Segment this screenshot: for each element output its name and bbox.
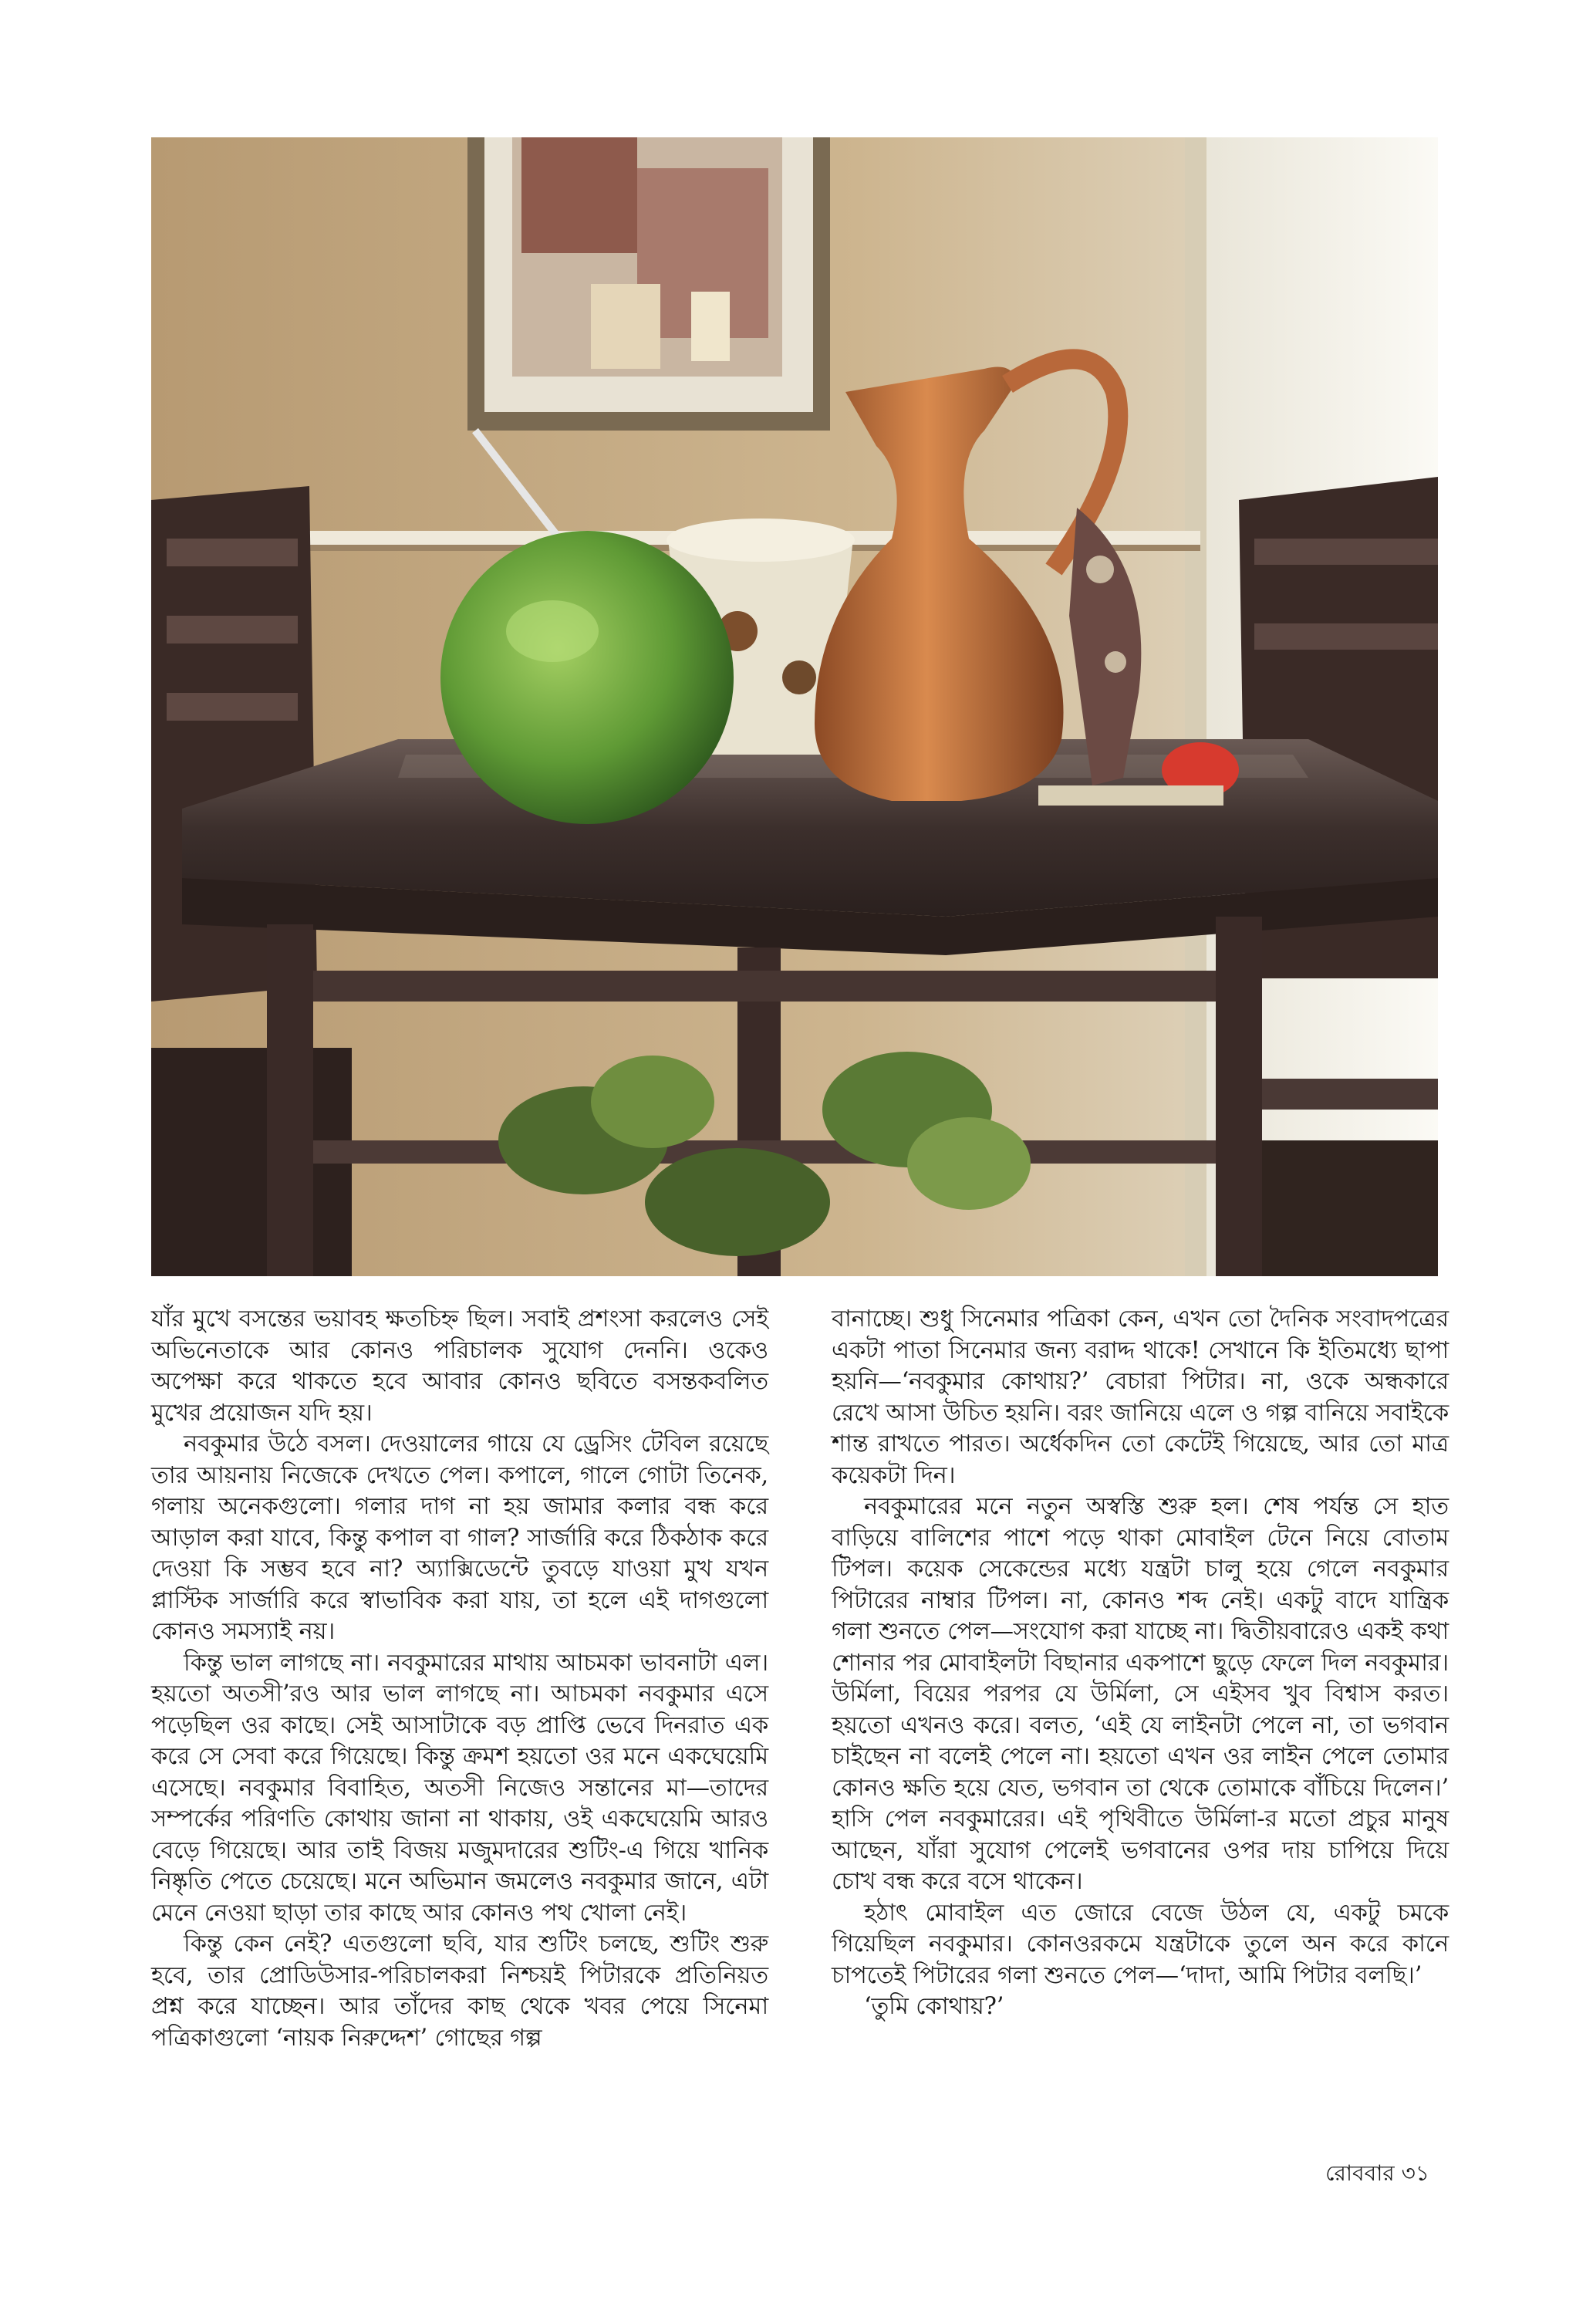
paragraph: নবকুমারের মনে নতুন অস্বস্তি শুরু হল। শেষ পর্যন্ত সে হাত বাড়িয়ে বালিশের পাশে পড়ে থাকা মোবাইল টেনে নিয়ে বোতাম টিপল। কয়েক সেকেন্ডের মধ্যে যন্ত্রটা চালু হয়ে গেলে নবকুমার পিটারের নাম্বার টিপল। না, কোনও শব্দ নেই। একটু বাদে যান্ত্রিক গলা শুনতে পেল—সংযোগ করা যাচ্ছে না। দ্বিতীয়বারেও একই কথা শোনার পর মোবাইলটা বিছানার একপাশে ছুড়ে ফেলে দিল নবকুমার। উর্মিলা, বিয়ের পরপর যে উর্মিলা, সে এইসব খুব বিশ্বাস করত। হয়তো এখনও করে। বলত, ‘এই যে লাইনটা পেলে না, তা ভগবান চাইছেন না বলেই পেলে না। হয়তো এখন ওর লাইন পেলে তোমার কোনও ক্ষতি হয়ে যেত, ভগবান তা থেকে তোমাকে বাঁচিয়ে দিলেন।’ হাসি পেল নবকুমারের। এই পৃথিবীতে উর্মিলা-র মতো প্রচুর মানুষ আছেন, যাঁরা সুযোগ পেলেই ভগবানের ওপর দায় চাপিয়ে দিয়ে চোখ বন্ধ করে বসে থাকেন।	[832, 1493, 1449, 1895]
paragraph: বানাচ্ছে। শুধু সিনেমার পত্রিকা কেন, এখন তো দৈনিক সংবাদপত্রের একটা পাতা সিনেমার জন্য বরাদ্দ থাকে! সেখানে কি ইতিমধ্যে ছাপা হয়নি—‘নবকুমার কোথায়?’ বেচারা পিটার। না, ওকে অন্ধকারে রেখে আসা উচিত হয়নি। বরং জানিয়ে এলে ও গল্প বানিয়ে সবাইকে শান্ত রাখতে পারত। অর্ধেকদিন তো কেটেই গিয়েছে, আর তো মাত্র কয়েকটা দিন।	[832, 1306, 1449, 1489]
paragraph: যাঁর মুখে বসন্তের ভয়াবহ ক্ষতচিহ্ন ছিল। সবাই প্রশংসা করলেও সেই অভিনেতাকে আর কোনও পরিচালক সুযোগ দেননি। ওকেও অপেক্ষা করে থাকতে হবে আবার কোনও ছবিতে বসন্তকবলিত মুখের প্রয়োজন যদি হয়।	[151, 1306, 768, 1427]
paragraph: নবকুমার উঠে বসল। দেওয়ালের গায়ে যে ড্রেসিং টেবিল রয়েছে তার আয়নায় নিজেকে দেখতে পেল। কপালে, গালে গোটা তিনেক, গলায় অনেকগুলো। গলার দাগ না হয় জামার কলার বন্ধ করে আড়াল করা যাবে, কিন্তু কপাল বা গাল? সার্জারি করে ঠিকঠাক করে দেওয়া কি সম্ভব হবে না? অ্যাক্সিডেন্টে তুবড়ে যাওয়া মুখ যখন প্লাস্টিক সার্জারি করে স্বাভাবিক করা যায়, তা হলে এই দাগগুলো কোনও সমস্যাই নয়।	[151, 1431, 768, 1645]
text-column-right	[832, 1304, 1449, 2023]
still-life-painting	[151, 137, 1438, 1276]
paragraph: কিন্তু কেন নেই? এতগুলো ছবি, যার শুটিং চলছে, শুটিং শুরু হবে, তার প্রোডিউসার-পরিচালকরা নিশ্চয়ই পিটারকে প্রতিনিয়ত প্রশ্ন করে যাচ্ছেন। আর তাঁদের কাছ থেকে খবর পেয়ে সিনেমা পত্রিকাগুলো ‘নায়ক নিরুদ্দেশ’ গোছের গল্প	[151, 1930, 768, 2052]
paragraph: ‘তুমি কোথায়?’	[864, 1993, 1004, 2020]
framed-painting-icon	[467, 137, 830, 431]
paragraph: হঠাৎ মোবাইল এত জোরে বেজে উঠল যে, একটু চমকে গিয়েছিল নবকুমার। কোনওরকমে যন্ত্রটাকে তুলে অন করে কানে চাপতেই পিটারের গলা শুনতে পেল—‘দাদা, আমি পিটার বলছি।’	[832, 1899, 1449, 1989]
page-folio: রোববার ৩১	[1325, 2160, 1429, 2186]
text-column-left	[151, 1304, 768, 2054]
story-illustration	[151, 137, 1438, 1276]
paragraph: কিন্তু ভাল লাগছে না। নবকুমারের মাথায় আচমকা ভাবনাটা এল। হয়তো অতসী’রও আর ভাল লাগছে না। আচমকা নবকুমার এসে পড়েছিল ওর কাছে। সেই আসাটাকে বড় প্রাপ্তি ভেবে দিনরাত এক করে সে সেবা করে গিয়েছে। কিন্তু ক্রমশ হয়তো ওর মনে একঘেয়েমি এসেছে। নবকুমার বিবাহিত, অতসী নিজেও সন্তানের মা—তাদের সম্পর্কের পরিণতি কোথায় জানা না থাকায়, ওই একঘেয়েমি আরও বেড়ে গিয়েছে। আর তাই বিজয় মজুমদারের শুটিং-এ গিয়ে খানিক নিষ্কৃতি পেতে চেয়েছে। মনে অভিমান জমলেও নবকুমার জানে, এটা মেনে নেওয়া ছাড়া তার কাছে আর কোনও পথ খোলা নেই।	[151, 1649, 768, 1927]
